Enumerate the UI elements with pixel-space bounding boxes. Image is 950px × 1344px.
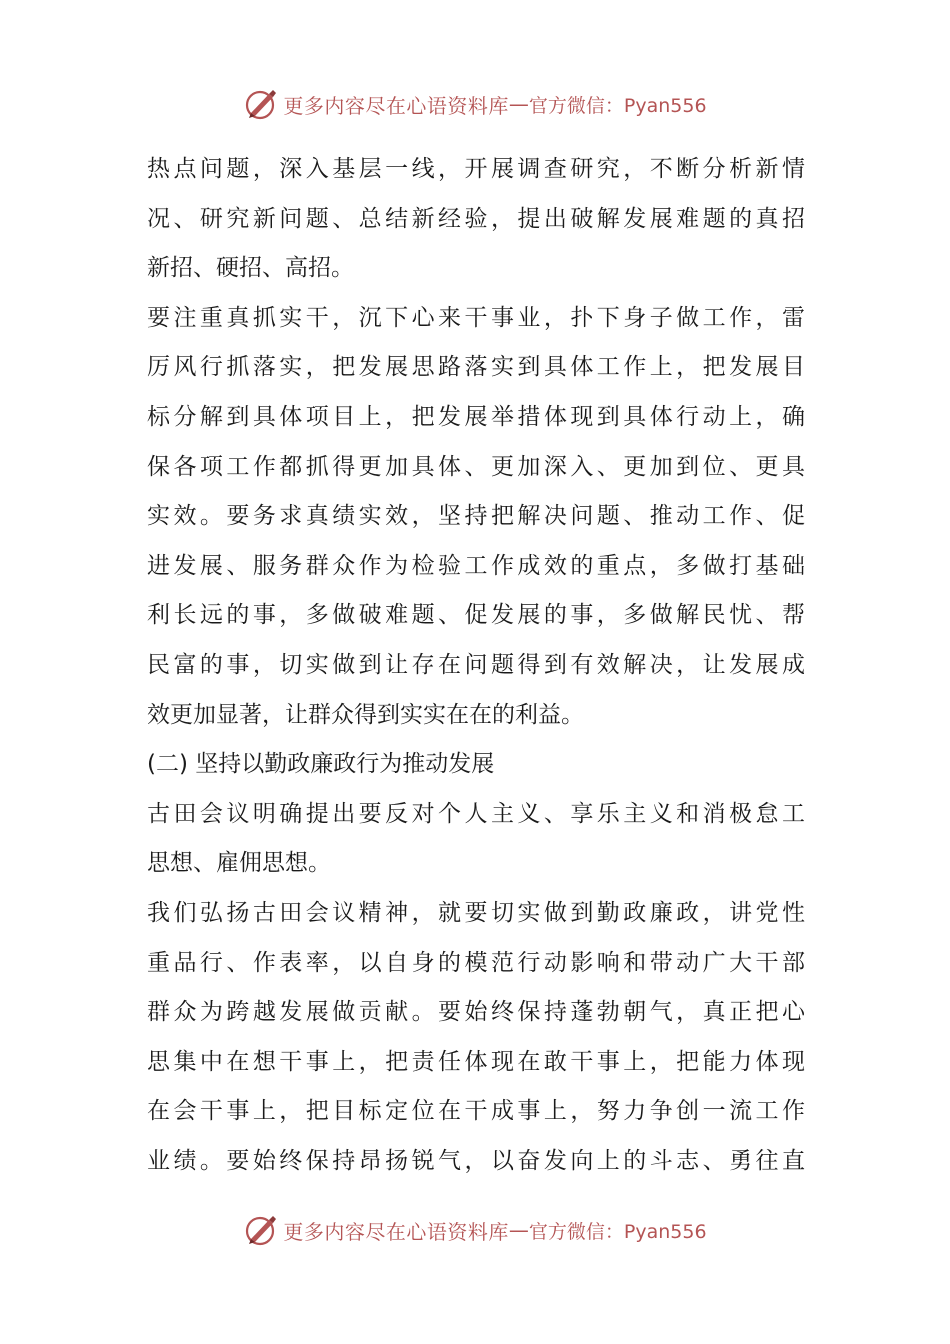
text-line: 要注重真抓实干，沉下心来干事业，扑下身子做工作，雷	[147, 304, 805, 331]
text-line: 思集中在想干事上，把责任体现在敢干事上，把能力体现	[147, 1048, 805, 1075]
pen-logo-icon	[243, 1212, 279, 1248]
text-line: 民富的事，切实做到让存在问题得到有效解决，让发展成	[147, 651, 805, 678]
text-line: 思想、雇佣思想。	[147, 850, 331, 877]
banner-text: 更多内容尽在心语资料库	[283, 1219, 509, 1244]
banner-text: 更多内容尽在心语资料库	[283, 93, 509, 118]
text-line: 重品行、作表率，以自身的模范行动影响和带动广大干部	[147, 949, 805, 976]
text-line: 标分解到具体项目上，把发展举措体现到具体行动上，确	[147, 403, 805, 430]
text-line: 况、研究新问题、总结新经验，提出破解发展难题的真招	[147, 205, 805, 232]
footer-banner	[0, 1210, 950, 1250]
text-line: 效更加显著，让群众得到实实在在的利益。	[147, 701, 584, 728]
text-line: 古田会议明确提出要反对个人主义、享乐主义和消极怠工	[147, 800, 805, 827]
section-heading: (二) 坚持以勤政廉政行为推动发展	[147, 751, 495, 778]
banner-dash: —	[508, 92, 529, 116]
banner-dash: —	[508, 1218, 529, 1242]
text-line: 群众为跨越发展做贡献。要始终保持蓬勃朝气，真正把心	[147, 999, 805, 1026]
text-line: 在会干事上，把目标定位在干成事上，努力争创一流工作	[147, 1098, 805, 1125]
document-body	[147, 145, 805, 1186]
banner-wechat: 官方微信：Pyan556	[528, 94, 707, 117]
banner-wechat: 官方微信：Pyan556	[528, 1220, 707, 1243]
text-line: 进发展、服务群众作为检验工作成效的重点，多做打基础	[147, 552, 805, 579]
text-line: 利长远的事，多做破难题、促发展的事，多做解民忧、帮	[147, 602, 805, 629]
text-line: 保各项工作都抓得更加具体、更加深入、更加到位、更具	[147, 453, 805, 480]
text-line: 新招、硬招、高招。	[147, 255, 354, 282]
text-line: 我们弘扬古田会议精神，就要切实做到勤政廉政，讲党性	[147, 899, 805, 926]
text-line: 实效。要务求真绩实效，坚持把解决问题、推动工作、促	[147, 503, 805, 530]
header-banner	[0, 84, 950, 124]
text-line: 厉风行抓落实，把发展思路落实到具体工作上，把发展目	[147, 354, 805, 381]
text-line: 业绩。要始终保持昂扬锐气，以奋发向上的斗志、勇往直	[147, 1147, 805, 1174]
text-line: 热点问题，深入基层一线，开展调查研究，不断分析新情	[147, 156, 805, 182]
pen-logo-icon	[243, 86, 279, 122]
